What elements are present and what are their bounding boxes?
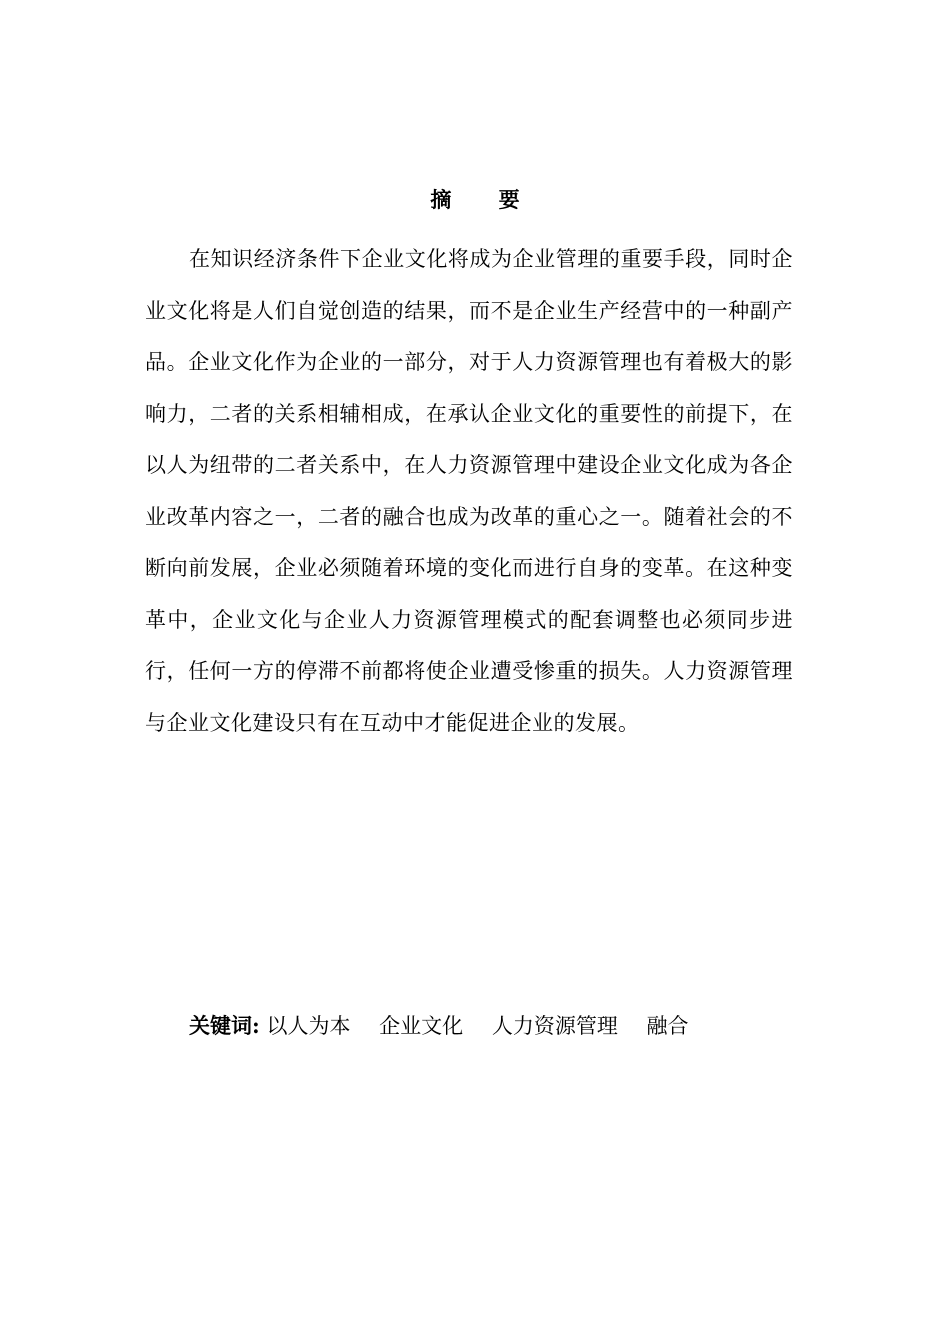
keyword-item: 融合 xyxy=(646,1014,689,1038)
keyword-item: 人力资源管理 xyxy=(491,1014,618,1038)
keywords-label: 关键词: xyxy=(189,1013,260,1038)
keyword-item: 企业文化 xyxy=(379,1014,464,1038)
abstract-paragraph: 在知识经济条件下企业文化将成为企业管理的重要手段，同时企业文化将是人们自觉创造的结果，而不是企业生产经营中的一种副产品。企业文化作为企业的一部分，对于人力资源管理也有着极大的影响力，二者的关系相辅相成，在承认企业文化的重要性的前提下，在以人为纽带的二者关系中，在人力资源管理中建设企业文化成为各企业改革内容之一，二者的融合也成为改革的重心之一。随着社会的不断向前发展，企业必须随着环境的变化而进行自身的变革。在这种变革中，企业文化与企业人力资源管理模式的配套调整也必须同步进行，任何一方的停滞不前都将使企业遭受惨重的损失。人力资源管理与企业文化建设只有在互动中才能促进企业的发展。 xyxy=(145,247,793,735)
keyword-item: 以人为本 xyxy=(266,1014,351,1038)
abstract-title: 摘 要 xyxy=(430,187,540,212)
keywords-line xyxy=(189,1010,809,1042)
